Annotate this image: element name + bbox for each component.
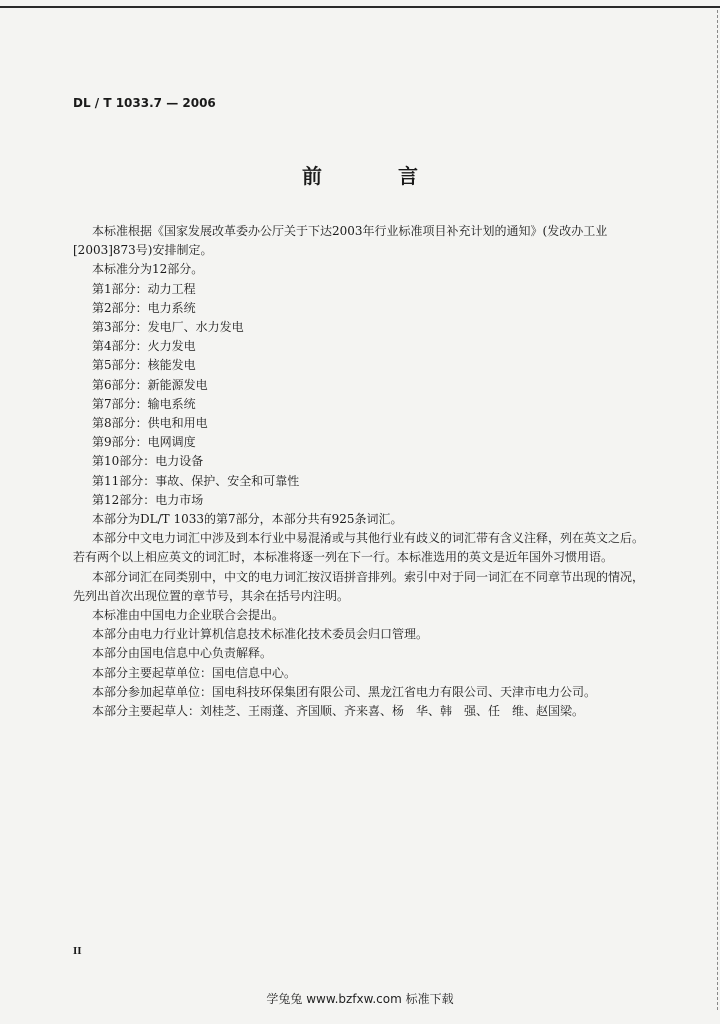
part-list-item: 第1部分：动力工程 xyxy=(92,281,196,296)
paragraph: 本部分参加起草单位：国电科技环保集团有限公司、黑龙江省电力有限公司、天津市电力公司。 xyxy=(92,684,597,699)
part-list-item: 第8部分：供电和用电 xyxy=(92,416,208,431)
paragraph: 本部分由国电信息中心负责解释。 xyxy=(92,646,273,661)
document-code: DL / T 1033.7 — 2006 xyxy=(73,96,216,110)
paragraph: 本部分主要起草人：刘桂芝、王雨蓬、齐国顺、齐来喜、杨 华、韩 强、任 维、赵国梁。 xyxy=(92,704,585,719)
part-list-item: 第5部分：核能发电 xyxy=(92,358,196,373)
part-list-item: 第7部分：输电系统 xyxy=(92,396,196,411)
paragraph: 本标准由中国电力企业联合会提出。 xyxy=(92,608,285,623)
part-list-item: 第2部分：电力系统 xyxy=(92,300,196,315)
part-list-item: 第11部分：事故、保护、安全和可靠性 xyxy=(92,473,300,488)
paragraph: 本部分为DL/T 1033的第7部分，本部分共有925条词汇。 xyxy=(92,512,403,527)
part-list-item: 第6部分：新能源发电 xyxy=(92,377,208,392)
footer-watermark: 学兔兔 www.bzfxw.com 标准下载 xyxy=(266,992,454,1006)
part-list-item: 第10部分：电力设备 xyxy=(92,454,204,469)
top-border-rule xyxy=(0,6,720,8)
parts-intro: 本标准分为12部分。 xyxy=(92,262,204,277)
intro-paragraph: 本标准根据《国家发展改革委办公厅关于下达2003年行业标准项目补充计划的通知》(发改办工业[2003]873号)安排制定。 xyxy=(73,224,608,258)
part-list-item: 第3部分：发电厂、水力发电 xyxy=(92,320,244,335)
foreword-body xyxy=(73,222,649,721)
paragraph: 本部分由电力行业计算机信息技术标准化技术委员会归口管理。 xyxy=(92,627,429,642)
page-title: 前 言 xyxy=(302,164,446,188)
paragraph: 本部分主要起草单位：国电信息中心。 xyxy=(92,665,297,680)
part-list-item: 第4部分：火力发电 xyxy=(92,339,196,354)
part-list-item: 第12部分：电力市场 xyxy=(92,492,204,507)
page-number: II xyxy=(73,945,82,957)
paragraph: 本部分中文电力词汇中涉及到本行业中易混淆或与其他行业有歧义的词汇带有含义注释，列在英文之后。若有两个以上相应英文的词汇时，本标准将逐一列在下一行。本标准选用的英文是近年国外习惯用语。 xyxy=(73,531,645,565)
paragraph: 本部分词汇在同类别中，中文的电力词汇按汉语拼音排列。索引中对于同一词汇在不同章节出现的情况，先列出首次出现位置的章节号，其余在括号内注明。 xyxy=(73,569,645,603)
part-list-item: 第9部分：电网调度 xyxy=(92,435,196,450)
